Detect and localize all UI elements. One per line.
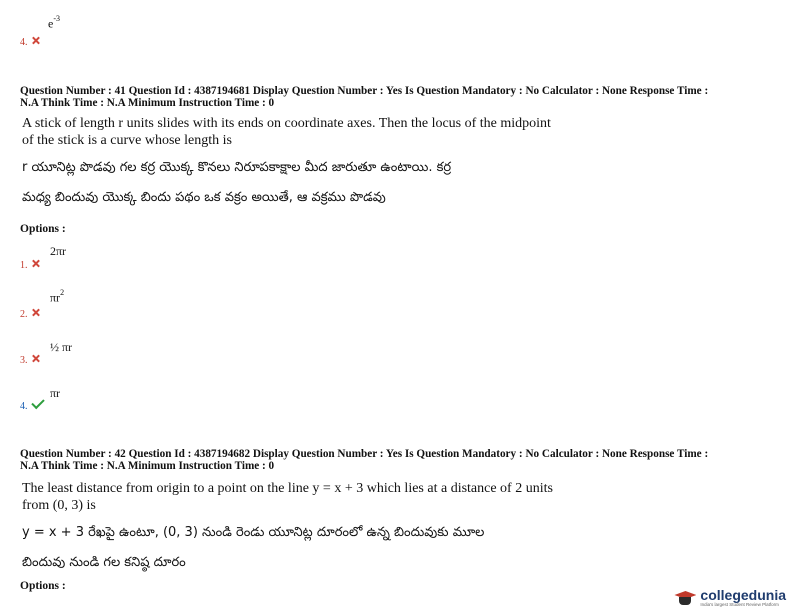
option-4-value: πr (50, 386, 61, 400)
logo-tagline: India's largest Student Review Platform (700, 602, 779, 607)
graduation-cap-icon (674, 589, 696, 607)
meta-line: N.A Think Time : N.A Minimum Instruction Time : 0 (20, 97, 275, 109)
option-number: 3. (20, 355, 28, 366)
cross-icon (32, 309, 40, 317)
question-41-telugu-line-1: r యూనిట్ల పొడవు గల కర్ర యొక్క కొనలు నిరూపకాక్షాల మీద జారుతూ ఉంటాయి. కర్ర (22, 160, 452, 175)
question-42-telugu-line-1: y = x + 3 రేఖపై ఉంటూ, (0, 3) నుండి రెండు యూనిట్ల దూరంలో ఉన్న బిందువుకు మూల (22, 525, 485, 540)
meta-line: Question Number : 41 Question Id : 4387194681 Display Question Number : Yes Is Question Mandatory : No Calculator : None Response Time : (20, 85, 709, 97)
meta-line: Question Number : 42 Question Id : 4387194682 Display Question Number : Yes Is Question Mandatory : No Calculator : None Response Time : (20, 448, 709, 460)
option-number: 2. (20, 309, 28, 320)
option-3[interactable] (20, 350, 40, 368)
question-42-telugu-line-2: బిందువు నుండి గల కనిష్ఠ దూరం (22, 555, 186, 570)
option-2-value: $\pi r^2$ (50, 288, 65, 305)
question-41-telugu-line-2: మధ్య బిందువు యొక్క బిందు పథం ఒక వక్రం అయితే, ఆ వక్రము పొడవు (22, 190, 386, 205)
meta-line: N.A Think Time : N.A Minimum Instruction Time : 0 (20, 460, 275, 472)
option-3-value: ½ πr (50, 340, 73, 354)
option-1-value: 2πr (50, 244, 67, 258)
question-42-text: The least distance from origin to a point on the line y = x + 3 which lies at a distance of 2 units from (0, 3) is (22, 481, 553, 513)
prev-option-value: $e^{-3}$ (48, 14, 60, 31)
logo-name: collegedunia (700, 587, 786, 603)
option-1[interactable] (20, 255, 40, 273)
option-number: 4. (20, 401, 28, 412)
cross-icon (32, 37, 40, 45)
option-number: 4. (20, 37, 28, 48)
options-label: Options : (20, 580, 66, 592)
question-41-meta (20, 85, 780, 109)
question-42-meta (20, 448, 780, 472)
cross-icon (32, 355, 40, 363)
prev-option-4 (20, 32, 40, 50)
checkmark-icon (31, 396, 44, 409)
option-4[interactable] (20, 396, 44, 414)
question-41-text: A stick of length r units slides with its ends on coordinate axes. Then the locus of the midpoint of the stick is a curve whose length is (22, 116, 551, 148)
collegedunia-logo (674, 588, 786, 608)
option-number: 1. (20, 260, 28, 271)
option-2[interactable] (20, 304, 40, 322)
options-label: Options : (20, 223, 66, 235)
cross-icon (32, 260, 40, 268)
